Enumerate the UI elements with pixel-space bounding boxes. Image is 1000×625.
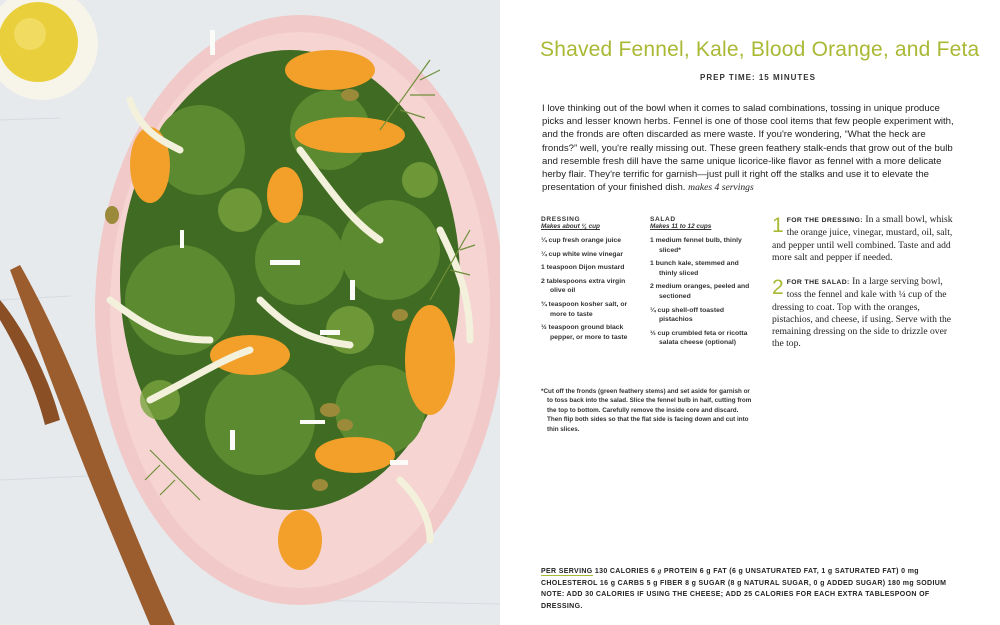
step-text: In a large serving bowl, toss the fennel and kale with ¼ cup of the dressing to coat. Top with the oranges, pistachios, and cheese, if using. Serve with the remaining dressing on the side to drizzle over the top. — [772, 276, 952, 350]
step-number: 1 — [772, 214, 784, 237]
ingredient: ⅓ cup crumbled feta or ricotta salata cheese (optional) — [650, 329, 748, 347]
step-number: 2 — [772, 276, 784, 299]
step-label: FOR THE SALAD: — [786, 279, 850, 286]
calories: 130 CALORIES — [594, 568, 649, 575]
footnote: *Cut off the fronds (green feathery stems) and set aside for garnish or to toss back into the salad. Slice the fennel bulb in half, cutting from the top to bottom. Carefully remove the inside core and discard. Then flip both sides so that the flat side is facing down and cut into thin slices. — [541, 388, 752, 433]
prep-time: PREP TIME: 15 MINUTES — [700, 73, 816, 82]
servings: makes 4 servings — [688, 182, 754, 194]
sugar: 8 g SUGAR (8 — [685, 579, 735, 587]
saturated-fat: g SATURATED FAT) — [827, 568, 899, 575]
per-serving-label: PER SERVING — [541, 568, 593, 575]
dressing-ingredients — [541, 216, 641, 346]
added-sugar: g ADDED SUGAR) — [820, 579, 886, 587]
dressing-heading: DRESSING — [541, 216, 581, 223]
fat-value: 6 — [699, 568, 704, 575]
salad-ingredients — [650, 216, 750, 352]
step-label: FOR THE DRESSING: — [786, 217, 863, 224]
protein-label: PROTEIN — [663, 568, 698, 575]
step-dressing — [772, 214, 960, 264]
intro-text: I love thinking out of the bowl when it comes to salad combinations, tossing in unique produce picks and lesser known herbs. Fennel is one of those cool items that few people experiment with, and the fronds are often discarded as mere waste. If you're wondering, “What the heck are fronds?” well, you're really missing out. These green feathery stalk-ends that grow out of the bulb and resemble fresh dill have the same unique licorice-like flavor as fennel with a more delicate herby flair. They're terrific for garnish—just pull it right off the stalks and use it to elevate the presentation of your finished dish. — [542, 103, 954, 194]
recipe-intro — [542, 102, 956, 194]
nutrition-note: NOTE: ADD 30 CALORIES IF USING THE CHEESE; ADD 25 CALORIES FOR EACH EXTRA TABLESPOON OF DRESSING. — [541, 591, 930, 610]
protein-value: 6 — [651, 568, 656, 575]
ingredient: 2 medium oranges, peeled and sectioned — [650, 283, 750, 300]
fiber: 5 g FIBER — [646, 579, 683, 587]
ingredient: 1 medium fennel bulb, thinly sliced* — [650, 237, 742, 254]
salad-yield: Makes 11 to 12 cups — [650, 223, 712, 230]
ingredient: ¼ cup shell-off toasted pistachios — [650, 306, 725, 324]
ingredient: ½ teaspoon ground black pepper, or more to taste — [541, 324, 628, 341]
carbs: 16 g CARBS — [599, 579, 645, 587]
cholesterol-value: 0 mg — [901, 568, 919, 575]
salad-heading: SALAD — [650, 216, 676, 223]
ingredient: ¼ cup white wine vinegar — [541, 250, 623, 258]
cholesterol-label: CHOLESTEROL — [541, 579, 598, 587]
ingredient: ¼ cup fresh orange juice — [541, 237, 622, 244]
unsaturated-fat: g UNSATURATED FAT, 1 — [738, 568, 826, 575]
fat-label: g FAT (6 — [706, 568, 737, 575]
nutrition-info — [541, 566, 961, 612]
ingredient: 1 teaspoon Dijon mustard — [541, 264, 625, 272]
recipe-page — [500, 0, 1000, 625]
dressing-yield: Makes about ¼ cup — [541, 223, 600, 230]
sodium: 180 mg SODIUM — [887, 579, 947, 587]
ingredient: 2 tablespoons extra virgin olive oil — [541, 277, 626, 295]
ingredient: ¾ teaspoon kosher salt, or more to taste — [541, 300, 628, 318]
ingredient: 1 bunch kale, stemmed and thinly sliced — [650, 260, 739, 277]
protein-unit: g — [657, 567, 662, 575]
step-text: In a small bowl, whisk the orange juice, vinegar, mustard, oil, salt, and pepper until well combined. Taste and add more salt and pepper if needed. — [772, 214, 953, 263]
step-salad — [772, 276, 960, 351]
natural-sugar: g NATURAL SUGAR, 0 — [737, 579, 818, 587]
recipe-title: Shaved Fennel, Kale, Blood Orange, and Feta — [540, 38, 980, 61]
